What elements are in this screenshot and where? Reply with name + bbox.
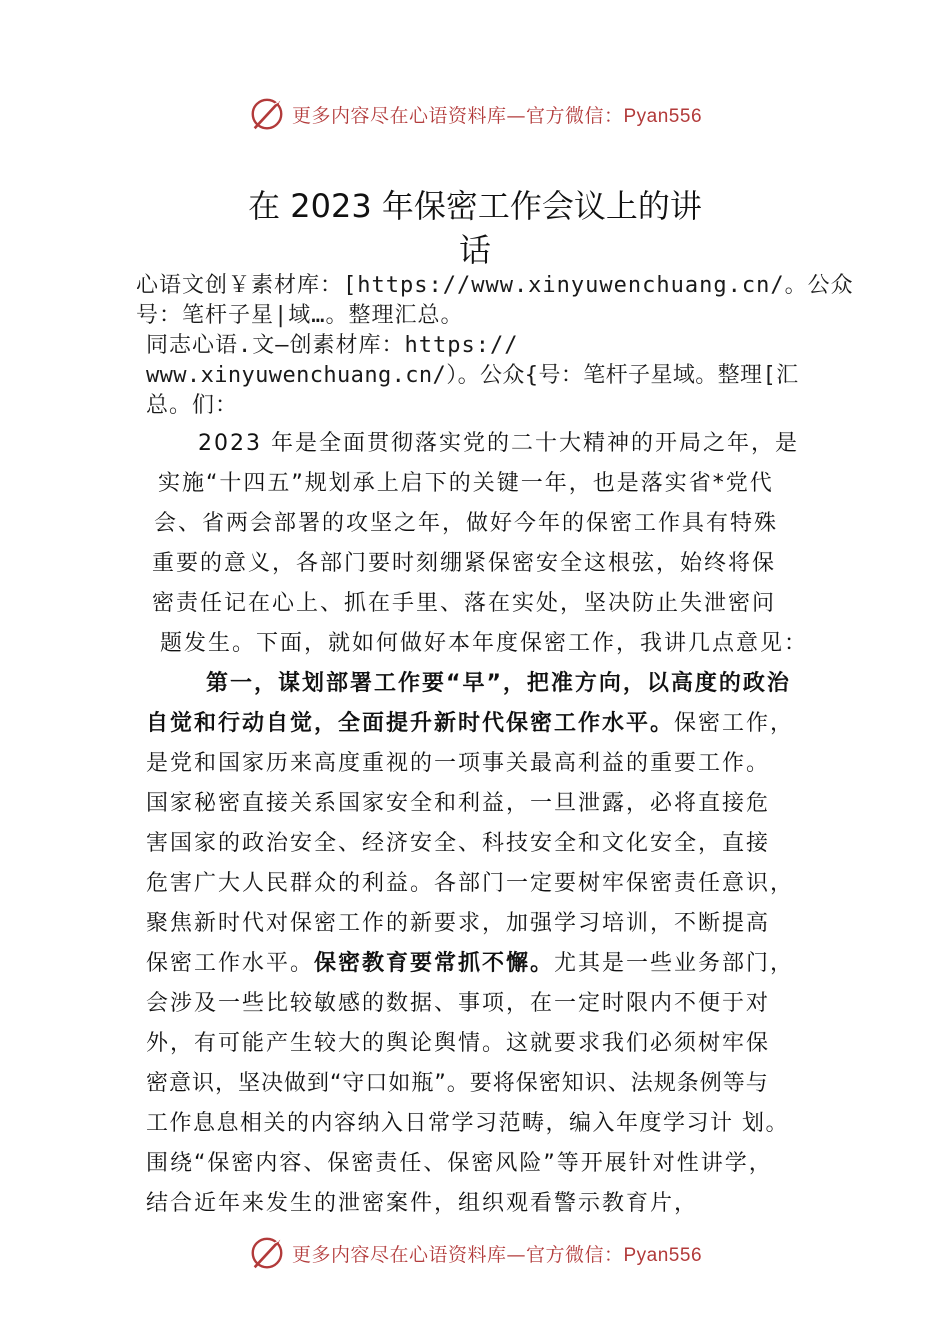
meta-line-2: 号：笔杆子星|域…。整理汇总。 [136, 303, 464, 328]
footer-banner [0, 1231, 950, 1275]
meta-line-3: 同志心语.文—创素材库：https:// [146, 333, 519, 358]
title-line-2: 话 [458, 231, 491, 269]
intro-line-4: 重要的意义，各部门要时刻绷紧保密安全这根弦，始终将保 [152, 551, 777, 576]
banner-text: 更多内容尽在心语资料库—官方微信：Pyan556 [291, 1243, 703, 1266]
section1-line-12: 工作息息相关的内容纳入日常学习范畴，编入年度学习计 划。 [146, 1111, 789, 1136]
banner-text: 更多内容尽在心语资料库—官方微信：Pyan556 [291, 104, 703, 127]
section1-heading-line-1: 第一，谋划部署工作要“早”，把准方向，以高度的政治 [206, 671, 791, 696]
section1-line-5: 害国家的政治安全、经济安全、科技安全和文化安全，直接 [146, 831, 771, 856]
meta-line-5: 总。们： [146, 393, 239, 418]
intro-line-6: 题发生。下面，就如何做好本年度保密工作，我讲几点意见： [160, 631, 809, 656]
intro-line-3: 会、省两会部署的攻坚之年，做好今年的保密工作具有特殊 [154, 511, 779, 536]
section1-line-6: 危害广大人民群众的利益。各部门一定要树牢保密责任意识， [146, 871, 795, 896]
intro-line-2: 实施“十四五”规划承上启下的关键一年，也是落实省*党代 [158, 471, 774, 496]
section1-line-9: 会涉及一些比较敏感的数据、事项，在一定时限内不便于对 [146, 991, 771, 1016]
section1-subheading: 保密教育要常抓不懈。 [314, 951, 555, 976]
section1-line-2: 自觉和行动自觉，全面提升新时代保密工作水平。保密工作， [146, 711, 795, 736]
intro-line-5: 密责任记在心上、抓在手里、落在实处，坚决防止失泄密问 [152, 591, 777, 616]
section1-heading-line-2: 自觉和行动自觉，全面提升新时代保密工作水平。 [146, 711, 675, 736]
title-line-1: 在 2023 年保密工作会议上的讲 [248, 187, 702, 225]
section1-line-10: 外，有可能产生较大的舆论舆情。这就要求我们必须树牢保 [146, 1031, 771, 1056]
section1-line-7: 聚焦新时代对保密工作的新要求，加强学习培训，不断提高 [146, 911, 771, 936]
feather-pen-seal-icon [248, 1234, 286, 1272]
section1-line-14: 结合近年来发生的泄密案件，组织观看警示教育片， [146, 1191, 699, 1216]
header-banner [0, 92, 950, 136]
section1-line-8: 保密工作水平。保密教育要常抓不懈。尤其是一些业务部门， [146, 951, 795, 976]
section1-line-11: 密意识，坚决做到“守口如瓶”。要将保密知识、法规条例等与 [146, 1071, 769, 1096]
feather-pen-seal-icon [248, 95, 286, 133]
meta-line-4: www.xinyuwenchuang.cn/）。公众{号：笔杆子星域。整理[汇 [146, 363, 799, 388]
meta-line-1: 心语文创￥素材库：[https://www.xinyuwenchuang.cn/。公众 [136, 273, 854, 298]
page-title [180, 184, 770, 272]
section1-line-13: 围绕“保密内容、保密责任、保密风险”等开展针对性讲学， [146, 1151, 773, 1176]
intro-line-1: 2023 年是全面贯彻落实党的二十大精神的开局之年，是 [198, 431, 799, 456]
section1-line-4: 国家秘密直接关系国家安全和利益，一旦泄露，必将直接危 [146, 791, 771, 816]
section1-line-3: 是党和国家历来高度重视的一项事关最高利益的重要工作。 [146, 751, 771, 776]
